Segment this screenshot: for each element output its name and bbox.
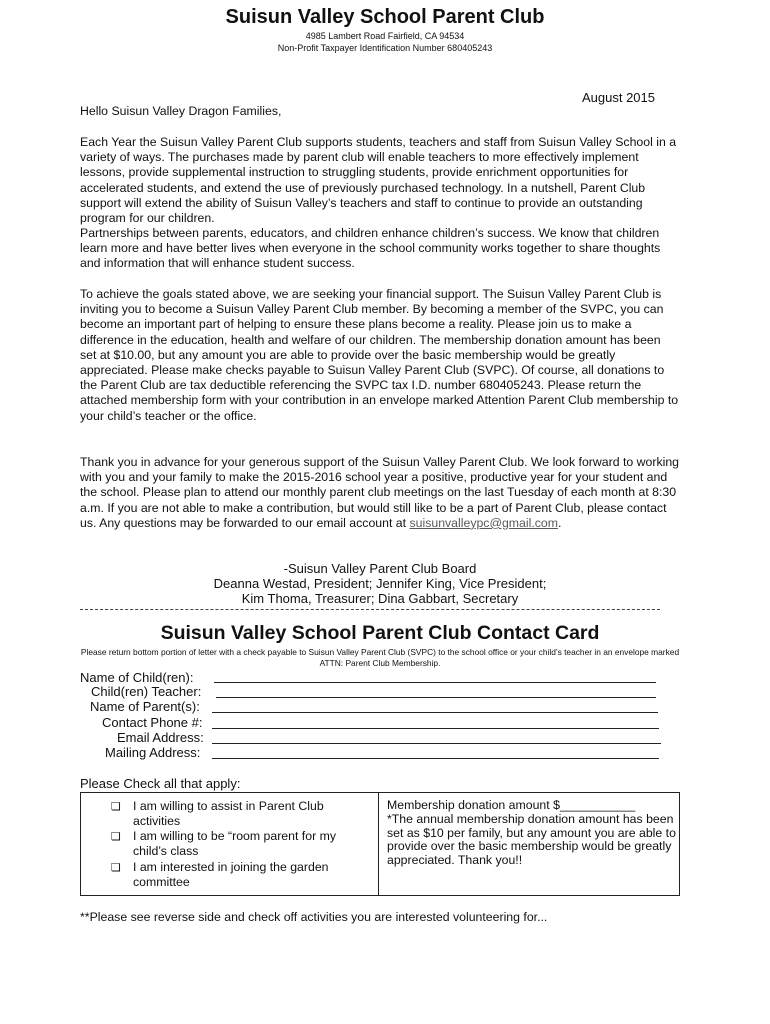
paragraph-2: To achieve the goals stated above, we are seeking your financial support. The Suisun Valley Parent Club is inviting you to become a Suisun Valley Parent Club member. By becoming a member of the SVPC, you can become an important part of helping to ensure these plans become a reality. Please join us to make a difference in the education, health and welfare of our children. The membership donation amount has been set at $10.00, but any amount you are able to provide over the basic membership would be greatly appreciated. Please make checks payable to Suisun Valley Parent Club (SVPC). Of course, all donations to the Parent Club are tax deductible referencing the SVPC tax I.D. number 680405243. Please return the attached membership form with your contribution in an envelope marked Attention Parent Club membership to your child’s teacher or the office. bbox=[80, 287, 679, 423]
field-email[interactable] bbox=[117, 730, 204, 745]
signature-board: -Suisun Valley Parent Club Board bbox=[283, 561, 477, 576]
field-label: Name of Parent(s): bbox=[90, 699, 200, 714]
donation-note: *The annual membership donation amount has been set as $10 per family, but any amount you are able to provide over the basic membership would be greatly appreciated. Thank you!! bbox=[387, 811, 676, 868]
phone-line[interactable] bbox=[212, 728, 659, 729]
paragraph-1: Each Year the Suisun Valley Parent Club supports students, teachers and staff from Suisun Valley School in a variety of ways. The purchases made by parent club will enable teachers to more effectively implement lessons, provide supplemental instruction to struggling students, provide enrichment opportunities for accelerated students, and extend the use of previously purchased technology. In a nutshell, Parent Club support will extend the ability of Suisun Valley’s teachers and staff to continue to provide an outstanding program for our children. bbox=[80, 135, 677, 226]
field-label: Child(ren) Teacher: bbox=[91, 684, 202, 699]
teacher-line[interactable] bbox=[216, 697, 656, 698]
greeting: Hello Suisun Valley Dragon Families, bbox=[80, 104, 282, 118]
email-line[interactable] bbox=[212, 743, 661, 744]
signature-officers-2: Kim Thoma, Treasurer; Dina Gabbart, Secretary bbox=[241, 591, 519, 606]
checkbox-icon[interactable]: ❏ bbox=[111, 862, 121, 874]
field-parent-names[interactable] bbox=[90, 699, 200, 714]
paragraph-1b: Partnerships between parents, educators, and children enhance children’s success. We know that children learn more and have better lives when everyone in the school community works together to share thoughts and information that will enhance student success. bbox=[80, 226, 661, 271]
paragraph-3-text: Thank you in advance for your generous support of the Suisun Valley Parent Club. We look forward to working with you and your family to make the 2015-2016 school year a positive, productive year for your student and the school. Please plan to attend our monthly parent club meetings on the last Tuesday of each month at 8:30 a.m. If you are not able to make a contribution, but would still like to be a part of Parent Club, please contact us. Any questions may be forwarded to our email account at bbox=[80, 455, 680, 530]
field-mailing-address[interactable] bbox=[105, 745, 200, 760]
option-label: I am willing to be “room parent for my child’s class bbox=[133, 829, 336, 858]
email-suffix: . bbox=[557, 515, 562, 530]
mailing-address-line[interactable] bbox=[212, 758, 659, 759]
field-teacher[interactable] bbox=[91, 684, 201, 699]
check-heading: Please Check all that apply: bbox=[80, 776, 241, 791]
field-label: Contact Phone #: bbox=[102, 715, 203, 730]
tax-id: Non-Profit Taxpayer Identification Number 680405243 bbox=[277, 43, 493, 53]
field-label: Mailing Address: bbox=[105, 745, 201, 760]
options-box bbox=[80, 792, 680, 896]
letter-date: August 2015 bbox=[581, 90, 655, 105]
email-link[interactable]: suisunvalleypc@gmail.com bbox=[409, 515, 558, 530]
contact-card-instructions: Please return bottom portion of letter with a check payable to Suisun Valley Parent Club (SVPC) to the school office or your child’s teacher in an envelope marked ATTN: Parent Club Membership. bbox=[80, 647, 680, 668]
reverse-side-note: **Please see reverse side and check off activities you are interested volunteering for... bbox=[80, 910, 548, 924]
field-label: Email Address: bbox=[117, 730, 204, 745]
child-names-line[interactable] bbox=[214, 682, 656, 683]
field-phone[interactable] bbox=[102, 715, 202, 730]
signature-officers-1: Deanna Westad, President; Jennifer King, Vice President; bbox=[213, 576, 547, 591]
field-label: Name of Child(ren): bbox=[80, 670, 194, 685]
donation-amount-field[interactable]: Membership donation amount $___________ bbox=[387, 798, 636, 812]
option-label: I am willing to assist in Parent Club activities bbox=[133, 799, 324, 828]
parent-names-line[interactable] bbox=[212, 712, 658, 713]
page-title: Suisun Valley School Parent Club bbox=[225, 6, 545, 28]
tear-off-divider bbox=[80, 609, 660, 610]
option-label: I am interested in joining the garden committee bbox=[133, 860, 329, 889]
club-address: 4985 Lambert Road Fairfield, CA 94534 bbox=[305, 31, 465, 41]
paragraph-3 bbox=[80, 455, 680, 531]
donation-section bbox=[387, 799, 677, 868]
checkbox-icon[interactable]: ❏ bbox=[111, 801, 121, 813]
options-divider bbox=[378, 793, 379, 895]
contact-card-title: Suisun Valley School Parent Club Contact Card bbox=[160, 622, 600, 644]
checkbox-icon[interactable]: ❏ bbox=[111, 831, 121, 843]
